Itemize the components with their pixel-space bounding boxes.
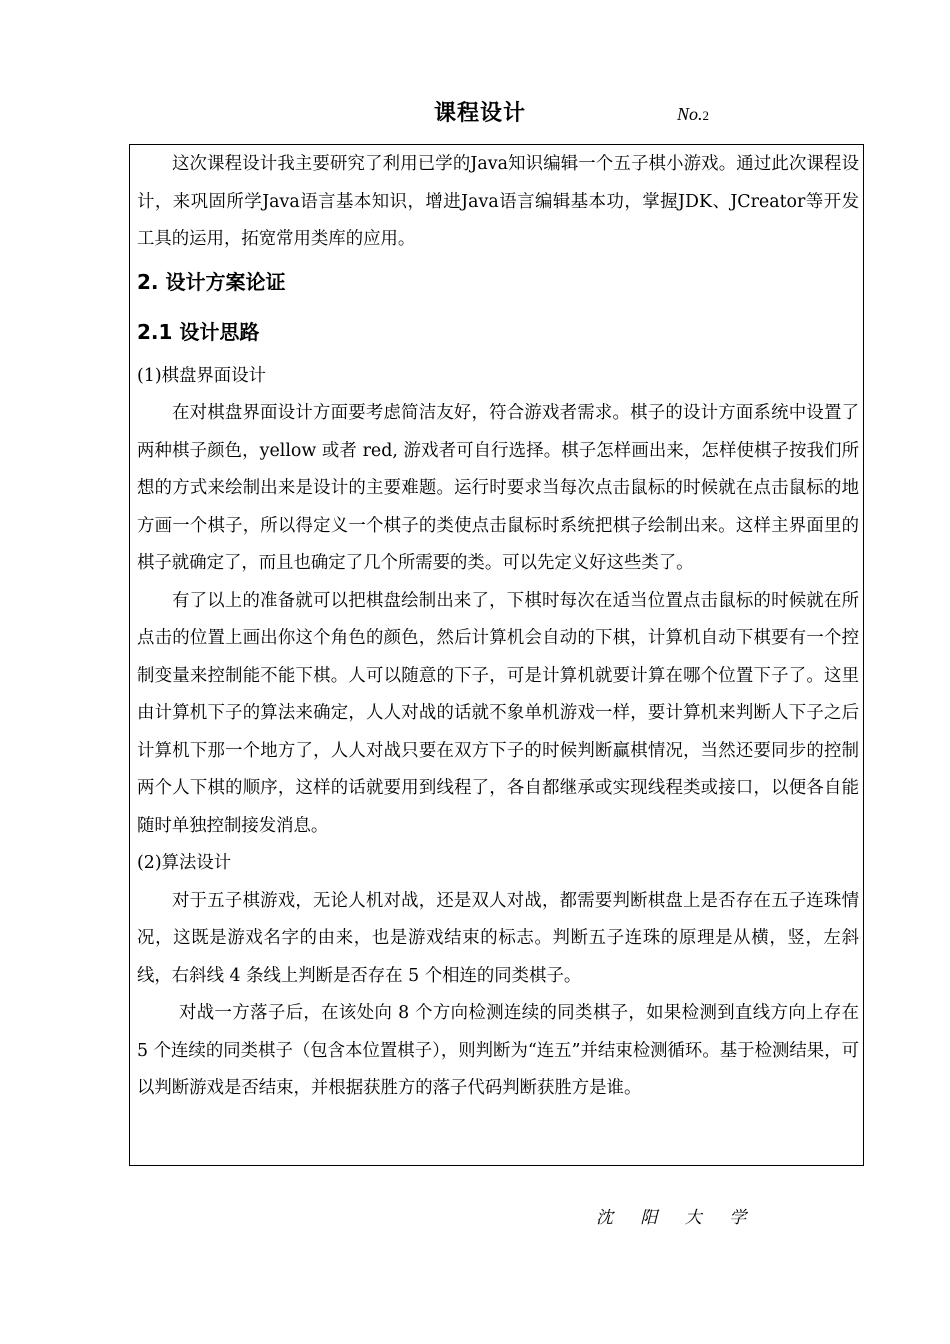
algorithm-paragraph-1: 对于五子棋游戏，无论人机对战，还是双人对战，都需要判断棋盘上是否存在五子连珠情况，这既是游戏名字的由来，也是游戏结束的标志。判断五子连珠的原理是从横，竖，左斜线，右斜线 4 条线上判断是否存在 5 个相连的同类棋子。 [137,890,859,986]
university-footer: 沈 阳 大 学 [596,1208,748,1228]
page-number-label: No. [677,104,703,124]
section-heading-2: 2. 设计方案论证 [137,269,286,294]
section-heading-2-1: 2.1 设计思路 [137,319,260,344]
page-number [677,104,709,125]
board-design-paragraph-1: 在对棋盘界面设计方面要考虑简洁友好，符合游戏者需求。棋子的设计方面系统中设置了两种棋子颜色，yellow 或者 red, 游戏者可自行选择。棋子怎样画出来，怎样使棋子按我们所想的方式来绘制出来是设计的主要难题。运行时要求当每次点击鼠标的时候就在点击鼠标的地方画一个棋子，所以得定义一个棋子的类使点击鼠标时系统把棋子绘制出来。这样主界面里的棋子就确定了，而且也确定了几个所需要的类。可以先定义好这些类了。 [137,403,859,573]
page-number-value: 2 [702,108,710,123]
board-design-paragraph-2: 有了以上的准备就可以把棋盘绘制出来了，下棋时每次在适当位置点击鼠标的时候就在所点击的位置上画出你这个角色的颜色，然后计算机会自动的下棋，计算机自动下棋要有一个控制变量来控制能不能下棋。人可以随意的下子，可是计算机就要计算在哪个位置下子了。这里由计算机下子的算法来确定，人人对战的话就不象单机游戏一样，要计算机来判断人下子之后计算机下那一个地方了，人人对战只要在双方下子的时候判断赢棋情况，当然还要同步的控制两个人下棋的顺序，这样的话就要用到线程了，各自都继承或实现线程类或接口，以便各自能随时单独控制接发消息。 [137,590,859,836]
subheading-algorithm-design: (2)算法设计 [137,853,232,873]
algorithm-paragraph-2: 对战一方落子后，在该处向 8 个方向检测连续的同类棋子，如果检测到直线方向上存在 5 个连续的同类棋子（包含本位置棋子），则判断为“连五”并结束检测循环。基于检测结果，可以判断游戏是否结束，并根据获胜方的落子代码判断获胜方是谁。 [137,1003,859,1098]
intro-paragraph: 这次课程设计我主要研究了利用已学的Java知识编辑一个五子棋小游戏。通过此次课程设计，来巩固所学Java语言基本知识，增进Java语言编辑基本功，掌握JDK、JCreator等开发工具的运用，拓宽常用类库的应用。 [137,154,859,249]
document-body [137,146,859,1108]
subheading-board-design: (1)棋盘界面设计 [137,365,266,386]
page-title: 课程设计 [433,101,526,126]
